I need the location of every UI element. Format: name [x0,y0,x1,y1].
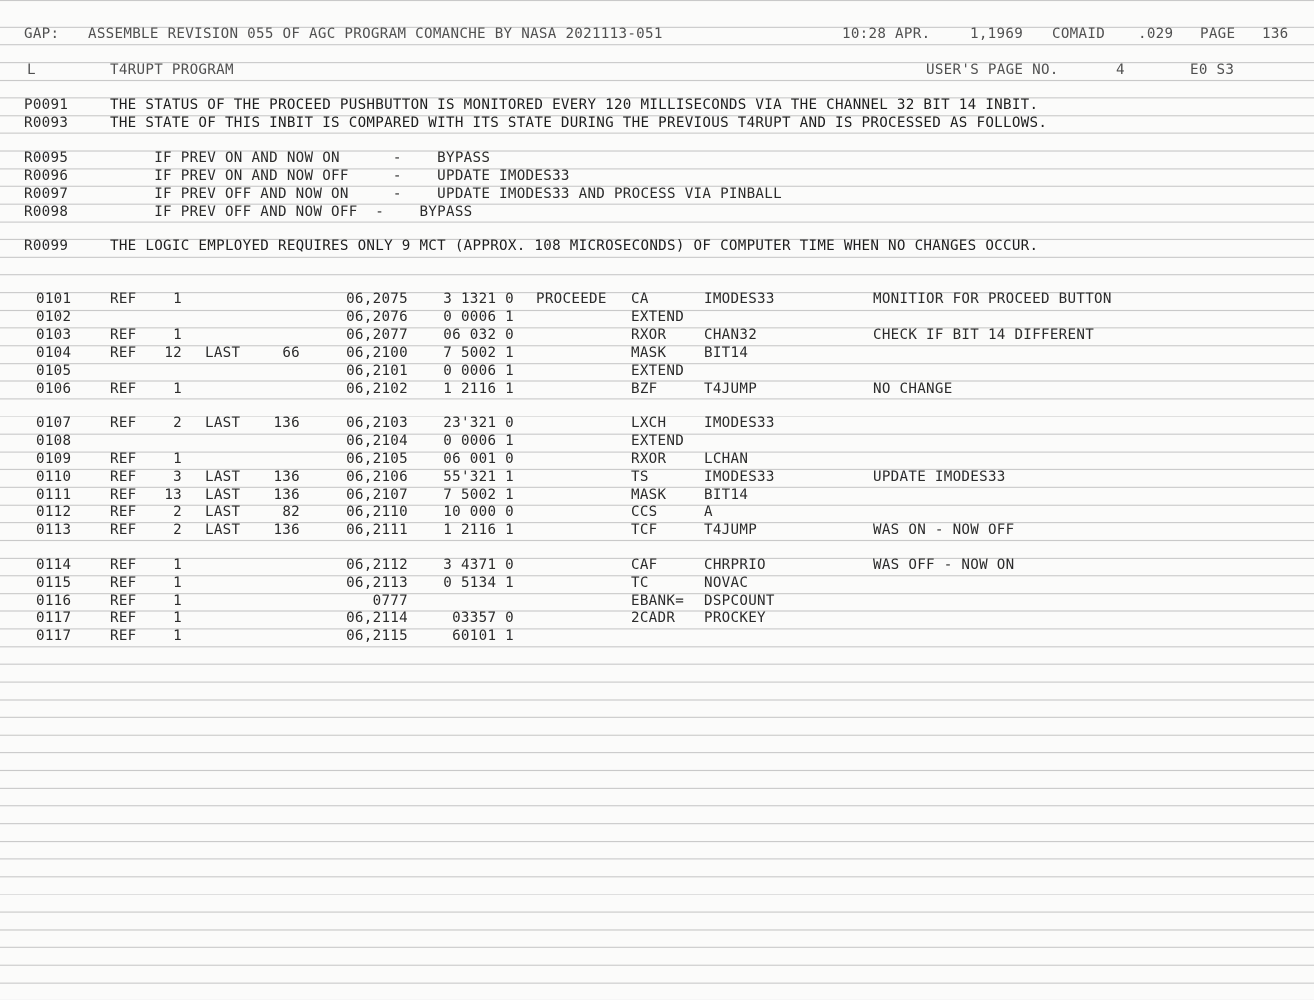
line-number: 0105 [36,363,72,379]
ref-label: REF [110,557,137,573]
remark-text: IF PREV OFF AND NOW OFF - BYPASS [110,204,473,220]
ref-label: REF [110,451,137,467]
last-label: LAST [205,345,241,361]
line-number: 0110 [36,469,72,485]
operand: T4JUMP [704,381,758,397]
line-number: 0101 [36,291,72,307]
subheader-l: L [27,62,36,78]
address: 06,2111 [346,522,408,538]
ref-count: 1 [173,327,182,343]
ref-count: 3 [173,469,182,485]
address: 06,2076 [346,309,408,325]
remark-text: THE STATE OF THIS INBIT IS COMPARED WITH ITS STATE DURING THE PREVIOUS T4RUPT AND IS PROCESSED AS FOLLOWS. [110,115,1048,131]
line-number: 0104 [36,345,72,361]
address: 06,2106 [346,469,408,485]
line-number: 0112 [36,504,72,520]
opcode: RXOR [631,451,667,467]
operand: DSPCOUNT [704,593,775,609]
ref-count: 2 [173,415,182,431]
header-date: 1,1969 [970,26,1024,42]
opcode: EXTEND [631,309,685,325]
operand: T4JUMP [704,522,758,538]
header-page-number: 136 [1262,26,1289,42]
last-page: 66 [282,345,300,361]
operand: BIT14 [704,487,749,503]
address: 06,2112 [346,557,408,573]
header-gap: GAP: [24,26,60,42]
remark-number: P0091 [24,97,69,113]
ref-count: 1 [173,593,182,609]
opcode: EXTEND [631,433,685,449]
address: 06,2077 [346,327,408,343]
octal-value: 7 5002 1 [443,487,514,503]
ref-label: REF [110,504,137,520]
ref-count: 2 [173,504,182,520]
address: 06,2104 [346,433,408,449]
octal-value: 55'321 1 [443,469,514,485]
last-label: LAST [205,522,241,538]
address: 06,2101 [346,363,408,379]
address: 06,2102 [346,381,408,397]
ref-label: REF [110,415,137,431]
header-page-label: PAGE [1200,26,1236,42]
last-label: LAST [205,487,241,503]
address: 06,2114 [346,610,408,626]
ref-label: REF [110,381,137,397]
octal-value: 06 001 0 [443,451,514,467]
octal-value: 0 5134 1 [443,575,514,591]
last-label: LAST [205,415,241,431]
ref-count: 1 [173,381,182,397]
last-label: LAST [205,504,241,520]
header-rate: .029 [1138,26,1174,42]
octal-value: 0 0006 1 [443,363,514,379]
remark-number: R0095 [24,150,69,166]
ref-count: 1 [173,557,182,573]
line-number: 0108 [36,433,72,449]
opcode: TCF [631,522,658,538]
ref-count: 1 [173,451,182,467]
octal-value: 06 032 0 [443,327,514,343]
line-number: 0116 [36,593,72,609]
opcode: RXOR [631,327,667,343]
opcode: CA [631,291,649,307]
ref-label: REF [110,487,137,503]
octal-value: 23'321 0 [443,415,514,431]
octal-value: 60101 1 [452,628,514,644]
remark-number: R0096 [24,168,69,184]
operand: NOVAC [704,575,749,591]
ref-label: REF [110,575,137,591]
line-number: 0117 [36,610,72,626]
ref-label: REF [110,345,137,361]
opcode: LXCH [631,415,667,431]
remark-number: R0098 [24,204,69,220]
line-number: 0109 [36,451,72,467]
line-number: 0111 [36,487,72,503]
subheader-users-page-label: USER'S PAGE NO. [926,62,1059,78]
ref-label: REF [110,628,137,644]
operand: BIT14 [704,345,749,361]
code-comment: MONITIOR FOR PROCEED BUTTON [873,291,1112,307]
ref-label: REF [110,593,137,609]
remark-text: IF PREV ON AND NOW OFF - UPDATE IMODES33 [110,168,570,184]
symbol-label: PROCEEDE [536,291,607,307]
ref-label: REF [110,327,137,343]
subheader-eo: E0 S3 [1190,62,1235,78]
opcode: 2CADR [631,610,676,626]
address: 06,2100 [346,345,408,361]
operand: IMODES33 [704,291,775,307]
octal-value: 0 0006 1 [443,433,514,449]
address: 06,2107 [346,487,408,503]
address: 06,2103 [346,415,408,431]
code-comment: WAS OFF - NOW ON [873,557,1015,573]
opcode: BZF [631,381,658,397]
line-number: 0115 [36,575,72,591]
line-number: 0107 [36,415,72,431]
ref-count: 1 [173,291,182,307]
last-label: LAST [205,469,241,485]
operand: IMODES33 [704,469,775,485]
ref-count: 1 [173,575,182,591]
line-number: 0102 [36,309,72,325]
opcode: MASK [631,345,667,361]
address: 06,2075 [346,291,408,307]
address: 06,2105 [346,451,408,467]
operand: PROCKEY [704,610,766,626]
code-comment: UPDATE IMODES33 [873,469,1006,485]
last-page: 136 [273,415,300,431]
ref-count: 12 [164,345,182,361]
octal-value: 0 0006 1 [443,309,514,325]
remark-text: IF PREV ON AND NOW ON - BYPASS [110,150,491,166]
remark-text: IF PREV OFF AND NOW ON - UPDATE IMODES33 AND PROCESS VIA PINBALL [110,186,782,202]
operand: CHRPRIO [704,557,766,573]
address: 06,2110 [346,504,408,520]
line-number: 0117 [36,628,72,644]
opcode: MASK [631,487,667,503]
octal-value: 1 2116 1 [443,381,514,397]
operand: CHAN32 [704,327,758,343]
last-page: 136 [273,522,300,538]
operand: IMODES33 [704,415,775,431]
opcode: CAF [631,557,658,573]
last-page: 136 [273,469,300,485]
header-comaid: COMAID [1052,26,1106,42]
line-number: 0103 [36,327,72,343]
octal-value: 3 1321 0 [443,291,514,307]
operand: LCHAN [704,451,749,467]
code-comment: NO CHANGE [873,381,953,397]
address: 06,2115 [346,628,408,644]
opcode: TS [631,469,649,485]
octal-value: 10 000 0 [443,504,514,520]
last-page: 136 [273,487,300,503]
code-comment: WAS ON - NOW OFF [873,522,1015,538]
remark-text: THE STATUS OF THE PROCEED PUSHBUTTON IS MONITORED EVERY 120 MILLISECONDS VIA THE CHANNEL 32 BIT 14 INBIT. [110,97,1039,113]
octal-value: 1 2116 1 [443,522,514,538]
remark-number: R0099 [24,238,69,254]
ref-count: 2 [173,522,182,538]
octal-value: 7 5002 1 [443,345,514,361]
octal-value: 3 4371 0 [443,557,514,573]
ref-label: REF [110,469,137,485]
ref-count: 1 [173,628,182,644]
opcode: EBANK= [631,593,685,609]
line-number: 0114 [36,557,72,573]
subheader-program: T4RUPT PROGRAM [110,62,234,78]
header-time: 10:28 APR. [842,26,931,42]
remark-text: THE LOGIC EMPLOYED REQUIRES ONLY 9 MCT (APPROX. 108 MICROSECONDS) OF COMPUTER TIME WHEN NO CHANGES OCCUR. [110,238,1039,254]
opcode: TC [631,575,649,591]
header-assemble: ASSEMBLE REVISION 055 OF AGC PROGRAM COMANCHE BY NASA 2021113-051 [88,26,663,42]
octal-value: 03357 0 [452,610,514,626]
address: 0777 [372,593,408,609]
address: 06,2113 [346,575,408,591]
ref-label: REF [110,610,137,626]
operand: A [704,504,713,520]
opcode: EXTEND [631,363,685,379]
ref-count: 1 [173,610,182,626]
code-comment: CHECK IF BIT 14 DIFFERENT [873,327,1095,343]
line-number: 0106 [36,381,72,397]
ref-label: REF [110,291,137,307]
line-number: 0113 [36,522,72,538]
last-page: 82 [282,504,300,520]
remark-number: R0097 [24,186,69,202]
subheader-users-page-number: 4 [1116,62,1125,78]
ref-count: 13 [164,487,182,503]
remark-number: R0093 [24,115,69,131]
opcode: CCS [631,504,658,520]
ref-label: REF [110,522,137,538]
